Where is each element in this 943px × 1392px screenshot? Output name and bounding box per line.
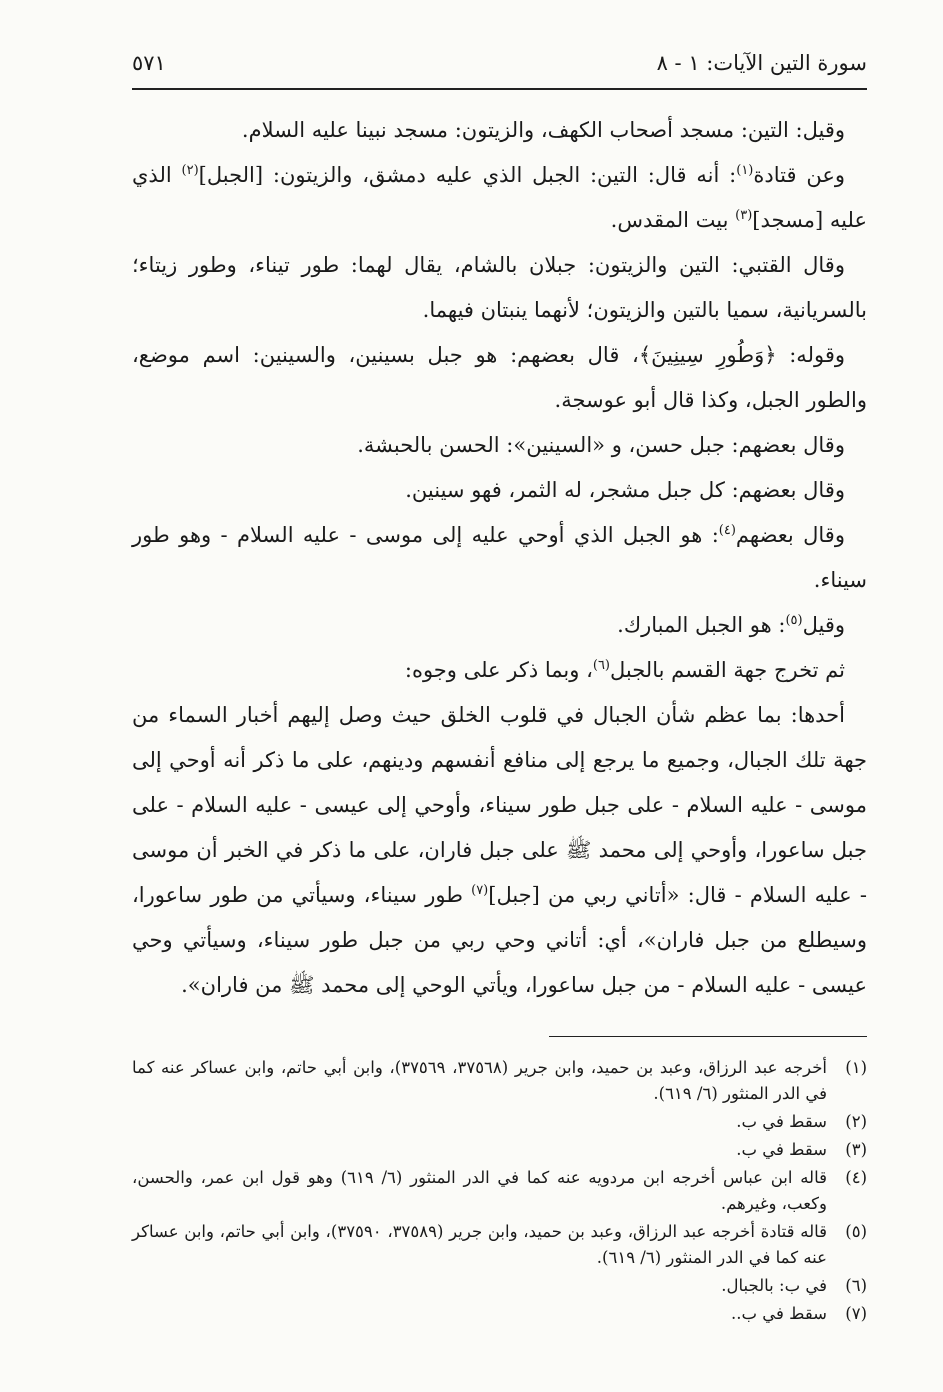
paragraph — [132, 603, 867, 648]
footnote-text: سقط في ب.. — [731, 1304, 827, 1323]
text-run: : أنه قال: التين: الجبل الذي عليه دمشق، والزيتون: [الجبل] — [198, 163, 737, 187]
footnote-text: أخرجه عبد الرزاق، وعبد بن حميد، وابن جرير (٣٧٥٦٨، ٣٧٥٦٩)، وابن أبي حاتم، وابن عساكر عنه كما في الدر المنثور (٦/ ٦١٩). — [132, 1058, 827, 1103]
footnote — [132, 1055, 867, 1107]
footnote-text: قاله ابن عباس أخرجه ابن مردويه عنه كما في الدر المنثور (٦/ ٦١٩) وهو قول ابن عمر، والحسن، وكعب، وغيرهم. — [132, 1168, 828, 1213]
paragraph — [132, 468, 867, 513]
footnote-marker: (١) — [736, 163, 754, 178]
footnote — [132, 1165, 867, 1217]
footnote-marker: (٥) — [785, 613, 803, 628]
paragraph — [132, 423, 867, 468]
footnote-separator — [549, 1036, 867, 1037]
text-run: وقيل: التين: مسجد أصحاب الكهف، والزيتون: مسجد نبينا عليه السلام. — [241, 118, 845, 142]
paragraph — [132, 333, 867, 423]
text-run: : هو الجبل المبارك. — [617, 613, 786, 637]
footnote-number: (٣) — [845, 1140, 867, 1159]
text-run: وقال بعضهم: جبل حسن، و «السينين»: الحسن بالحبشة. — [357, 433, 845, 457]
text-run: طور سيناء، وسيأتي من طور ساعورا، وسيطلع من جبل فاران»، أي: أتاني وحي ربي من جبل طور سيناء، وسيأتي وحي عيسى - عليه السلام - من جبل ساعورا، ويأتي الوحي إلى محمد ﷺ من فاران». — [132, 883, 867, 997]
footnote-number: (٢) — [845, 1112, 867, 1131]
paragraph — [132, 693, 867, 1008]
footnote — [132, 1137, 867, 1163]
text-run: بيت المقدس. — [610, 208, 736, 232]
text-run: : هو الجبل الذي أوحي عليه إلى موسى - عليه السلام - وهو طور سيناء. — [132, 523, 867, 592]
footnote-marker: (٧) — [471, 883, 489, 898]
footnote — [132, 1301, 867, 1327]
text-run: وقال القتبي: التين والزيتون: جبلان بالشام، يقال لهما: طور تيناء، وطور زيتاء؛ بالسريانية، سميا بالتين والزيتون؛ لأنهما ينبتان فيهما. — [132, 253, 867, 322]
paragraph — [132, 243, 867, 333]
footnote-marker: (٣) — [735, 208, 753, 223]
paragraph — [132, 513, 867, 603]
paragraph — [132, 648, 867, 693]
footnote-text: في ب: بالجبال. — [721, 1276, 827, 1295]
footnote — [132, 1273, 867, 1299]
footnote-number: (٥) — [845, 1222, 867, 1241]
text-run: وقيل — [802, 613, 845, 637]
text-run: ثم تخرج جهة القسم بالجبل — [610, 658, 845, 682]
footnote — [132, 1219, 867, 1271]
text-run: وعن قتادة — [753, 163, 845, 187]
paragraph — [132, 153, 867, 243]
footnote-marker: (٦) — [592, 658, 610, 673]
footnote-number: (٤) — [845, 1168, 867, 1187]
footnote-marker: (٤) — [718, 523, 736, 538]
running-title: سورة التين الآيات: ١ - ٨ — [656, 51, 867, 75]
footnote — [132, 1109, 867, 1135]
footnote-text: سقط في ب. — [736, 1140, 827, 1159]
footnote-text: سقط في ب. — [736, 1112, 827, 1131]
paragraph — [132, 108, 867, 153]
footnote-text: قاله قتادة أخرجه عبد الرزاق، وعبد بن حميد، وابن جرير (٣٧٥٨٩، ٣٧٥٩٠)، وابن أبي حاتم، وابن عساكر عنه كما في الدر المنثور (٦/ ٦١٩). — [132, 1222, 828, 1267]
footnote-number: (٧) — [845, 1304, 867, 1323]
text-run: أحدها: بما عظم شأن الجبال في قلوب الخلق حيث وصل إليهم أخبار السماء من جهة تلك الجبال، وجميع ما يرجع إلى منافع أنفسهم ودينهم، على ما ذكر أنه أوحي إلى موسى - عليه السلام - على جبل طور سيناء، وأوحي إلى عيسى - عليه السلام - على جبل ساعورا، وأوحي إلى محمد ﷺ على جبل فاران، على ما ذكر في الخبر أن موسى - عليه السلام - قال: «أتاني ربي من [جبل] — [132, 703, 867, 907]
text-run: وقال بعضهم — [735, 523, 845, 547]
footnote-number: (٦) — [845, 1276, 867, 1295]
text-run: ، وبما ذكر على وجوه: — [404, 658, 593, 682]
footnote-number: (١) — [845, 1058, 867, 1077]
page-number: ٥٧١ — [132, 51, 166, 75]
page-header — [132, 48, 867, 90]
footnote-marker: (٢) — [181, 163, 199, 178]
main-text — [132, 108, 867, 1008]
text-run: وقال بعضهم: كل جبل مشجر، له الثمر، فهو سينين. — [405, 478, 845, 502]
text-run: وقوله: ﴿وَطُورِ سِينِينَ﴾، قال بعضهم: هو جبل بسينين، والسينين: اسم موضع، والطور الجبل، وكذا قال أبو عوسجة. — [132, 343, 867, 412]
text-run: الذي عليه [مسجد] — [132, 163, 867, 232]
footnotes-list — [132, 1055, 867, 1327]
